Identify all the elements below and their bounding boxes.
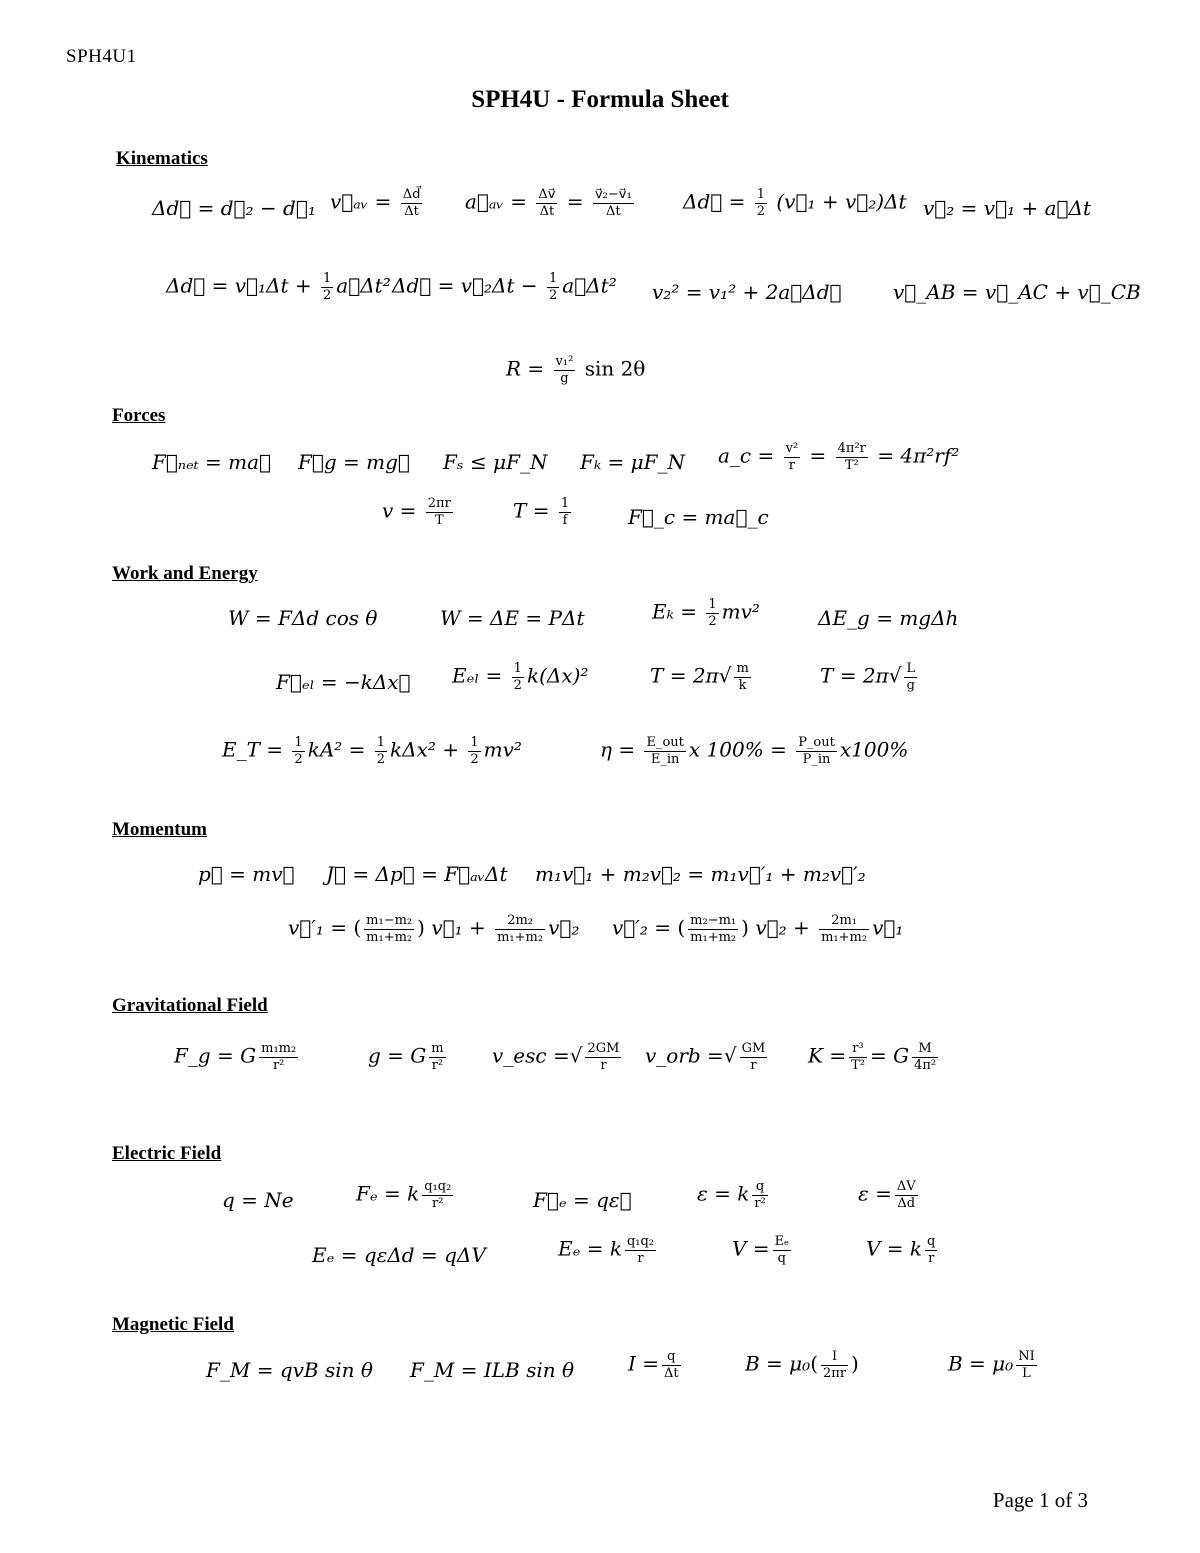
formula-escape-velocity: v_esc =√ $\frac{2GM}{r}$ xyxy=(492,1041,620,1073)
formula-field-strength: g = G $\frac{m}{\text{r²}}$ xyxy=(368,1041,444,1073)
formula-magnetic-force-charge: F_M = qvB sin θ xyxy=(206,1358,373,1382)
formula-impulse: J⃗ = Δp⃗ = F⃗ₐᵥΔt xyxy=(326,862,508,886)
section-title-gravitational: Gravitational Field xyxy=(112,995,268,1016)
formula-centripetal-acceleration: a_c = $\frac{\text{v²}}{r}$ = $\frac{\text{4π²r}}{\text{T²}}$ = 4π²rf² xyxy=(718,441,960,473)
formula-gravity-force: F⃗g = mg⃗ xyxy=(298,450,410,474)
formula-displacement-v2: Δd⃗ = v⃗₂Δt − $\frac{1}{2}$ a⃗Δt² xyxy=(392,271,617,303)
formula-period: T = $\frac{1}{f}$ xyxy=(513,496,570,528)
course-tag: SPH4U1 xyxy=(66,46,137,67)
formula-magnetic-force-wire: F_M = ILB sin θ xyxy=(410,1358,575,1382)
formula-orbital-speed: v = $\frac{2\pi r}{T}$ xyxy=(382,496,451,528)
formula-range: R = $\frac{\text{v₁²}}{g}$ sin 2θ xyxy=(506,354,646,386)
formula-electric-energy: Eₑ = qεΔd = qΔV xyxy=(312,1243,486,1267)
section-title-work-energy: Work and Energy xyxy=(112,563,258,584)
formula-field-solenoid: B = μ₀ $\frac{NI}{L}$ xyxy=(948,1349,1035,1381)
formula-hooke: F⃗ₑₗ = −kΔx⃗ xyxy=(276,670,411,694)
formula-electric-field-point: ε = k $\frac{q}{\text{r²}}$ xyxy=(697,1179,766,1211)
formula-total-energy: E_T = $\frac{1}{2}$ kA² = $\frac{1}{2}$ kΔx² + $\frac{1}{2}$ mv² xyxy=(222,735,522,767)
formula-elastic-v1-final: v⃗′₁ = ( $\frac{\text{m₁−m₂}}{\text{m₁+m₂}}$ ) v⃗₁ + $\frac{\text{2m₂}}{\text{m₁+m₂}}$ v⃗₂ xyxy=(288,913,580,945)
section-title-forces: Forces xyxy=(112,405,166,426)
formula-static-friction: Fₛ ≤ μF_N xyxy=(443,450,548,474)
formula-electric-potential-energy: Eₑ = k $\frac{\text{q₁q₂}}{r}$ xyxy=(558,1234,655,1266)
formula-work-energy: W = ΔE = PΔt xyxy=(440,606,585,630)
formula-elastic-v2-final: v⃗′₂ = ( $\frac{\text{m₂−m₁}}{\text{m₁+m₂}}$ ) v⃗₂ + $\frac{\text{2m₁}}{\text{m₁+m₂}}$ v⃗₁ xyxy=(612,913,904,945)
formula-gravitational-force: F_g = G $\frac{\text{m₁m₂}}{\text{r²}}$ xyxy=(174,1041,297,1073)
formula-displacement-v1: Δd⃗ = v⃗₁Δt + $\frac{1}{2}$ a⃗Δt² xyxy=(166,271,391,303)
formula-charge: q = Ne xyxy=(222,1188,294,1212)
formula-centripetal-force: F⃗_c = ma⃗_c xyxy=(628,505,769,529)
formula-field-wire: B = μ₀( $\frac{I}{2\pi r}$ ) xyxy=(745,1349,859,1381)
formula-elastic-energy: Eₑₗ = $\frac{1}{2}$ k(Δx)² xyxy=(452,661,589,693)
section-title-electric: Electric Field xyxy=(112,1143,222,1164)
formula-kinetic-energy: Eₖ = $\frac{1}{2}$ mv² xyxy=(652,597,760,629)
formula-potential-ratio: V = $\frac{\text{Eₑ}}{q}$ xyxy=(732,1234,790,1266)
section-title-momentum: Momentum xyxy=(112,819,207,840)
formula-electric-field-plates: ε = $\frac{\Delta V}{\Delta d}$ xyxy=(858,1179,916,1211)
section-title-magnetic: Magnetic Field xyxy=(112,1314,234,1335)
formula-kinetic-friction: Fₖ = μF_N xyxy=(580,450,686,474)
formula-work: W = FΔd cos θ xyxy=(228,606,378,630)
section-title-kinematics: Kinematics xyxy=(116,148,208,169)
formula-electric-force: F⃗ₑ = qε⃗ xyxy=(533,1188,632,1212)
formula-conservation-momentum: m₁v⃗₁ + m₂v⃗₂ = m₁v⃗′₁ + m₂v⃗′₂ xyxy=(535,862,866,886)
formula-orbital-velocity: v_orb =√ $\frac{GM}{r}$ xyxy=(645,1041,766,1073)
formula-kepler-constant: K = $\frac{\text{r³}}{\text{T²}}$ = G $\frac{M}{\text{4π²}}$ xyxy=(808,1041,937,1073)
formula-spring-period: T = 2π√ $\frac{m}{k}$ xyxy=(650,661,749,693)
formula-coulomb: Fₑ = k $\frac{\text{q₁q₂}}{\text{r²}}$ xyxy=(356,1179,452,1211)
formula-average-acceleration: a⃗ₐᵥ = $\frac{\Delta v⃗}{\Delta t}$ = $\frac{\text{v⃗₂−v⃗₁}}{\Delta t}$ xyxy=(465,187,632,219)
formula-net-force: F⃗ₙₑₜ = ma⃗ xyxy=(152,450,272,474)
formula-velocity-squared: v₂² = v₁² + 2a⃗Δd⃗ xyxy=(652,280,842,304)
formula-momentum: p⃗ = mv⃗ xyxy=(198,862,295,886)
formula-final-velocity: v⃗₂ = v⃗₁ + a⃗Δt xyxy=(923,196,1091,220)
formula-current: I = $\frac{q}{\Delta t}$ xyxy=(628,1349,679,1381)
formula-potential-point: V = k $\frac{q}{r}$ xyxy=(866,1234,936,1266)
formula-relative-velocity: v⃗_AB = v⃗_AC + v⃗_CB xyxy=(893,280,1141,304)
formula-displacement: Δd⃗ = d⃗₂ − d⃗₁ xyxy=(152,196,316,220)
page-title: SPH4U - Formula Sheet xyxy=(471,86,729,113)
formula-pendulum-period: T = 2π√ $\frac{L}{g}$ xyxy=(820,661,916,693)
formula-potential-energy: ΔE_g = mgΔh xyxy=(818,606,959,630)
formula-efficiency: η = $\frac{\text{E\_out}}{E\_in}$ x 100% = $\frac{\text{P\_out}}{P\_in}$ x100% xyxy=(600,735,909,767)
formula-displacement-average: Δd⃗ = $\frac{1}{2}$ (v⃗₁ + v⃗₂)Δt xyxy=(683,187,907,219)
page-number: Page 1 of 3 xyxy=(992,1488,1088,1512)
formula-average-velocity: v⃗ₐᵥ = $\frac{\Delta d⃗}{\Delta t}$ xyxy=(330,187,421,219)
